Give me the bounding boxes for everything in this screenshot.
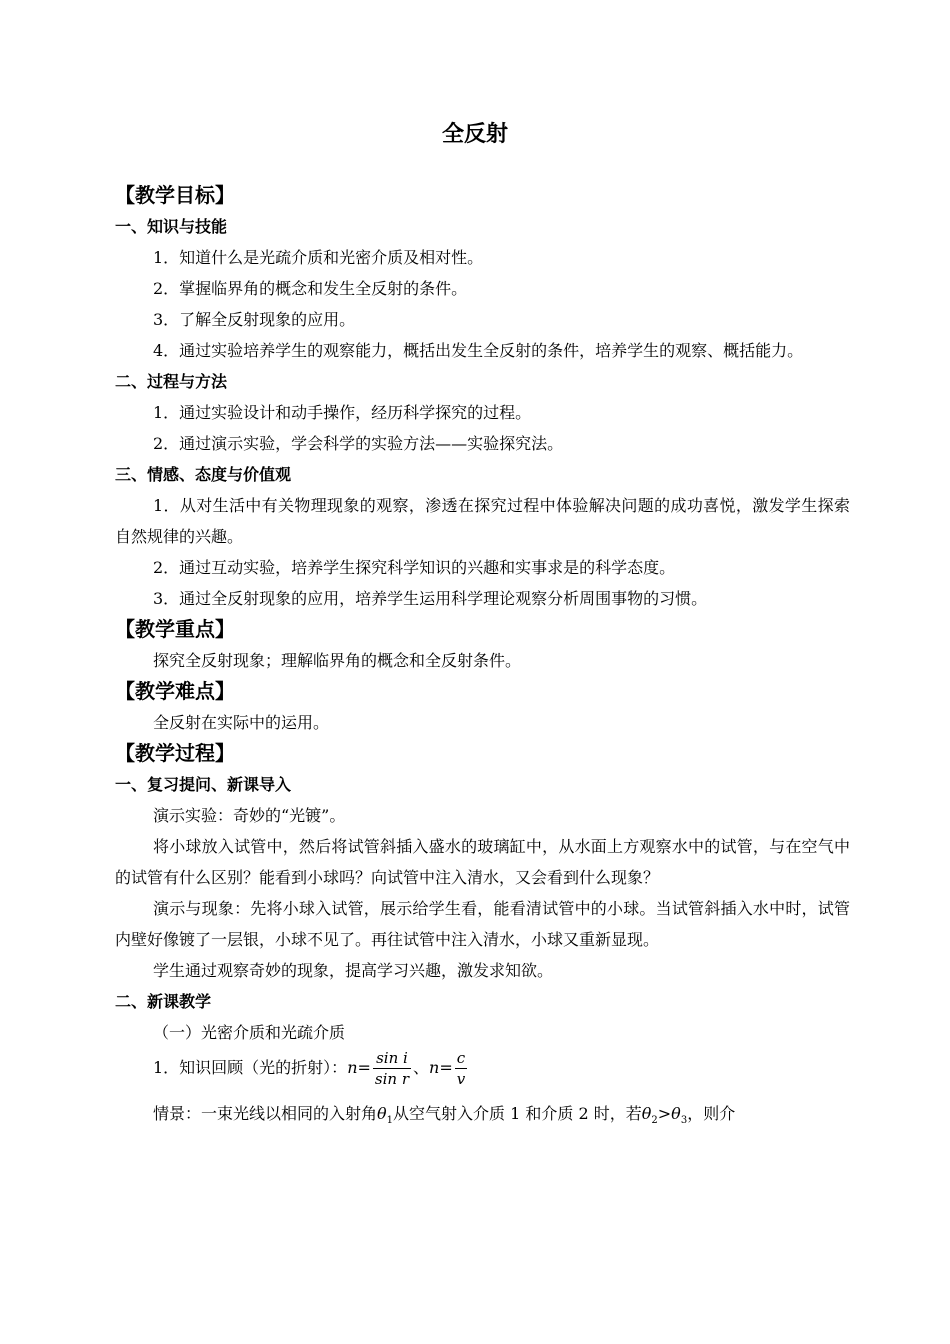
paragraph: 将小球放入试管中，然后将试管斜插入盛水的玻璃缸中，从水面上方观察水中的试管，与在空气中的试管有什么区别？能看到小球吗？向试管中注入清水，又会看到什么现象？ — [115, 837, 850, 887]
fraction-denominator: sin r — [374, 1070, 410, 1088]
formula-lhs: n= — [347, 1058, 371, 1077]
subheading-knowledge-skills: 一、知识与技能 — [115, 217, 228, 236]
difficulties-text: 全反射在实际中的运用。 — [153, 713, 330, 732]
greater-than-symbol: > — [657, 1104, 672, 1123]
theta-symbol: θ — [377, 1104, 387, 1123]
objective-item: 2．通过互动实验，培养学生探究科学知识的兴趣和实事求是的科学态度。 — [153, 558, 676, 577]
scenario-paragraph — [115, 1098, 850, 1136]
objective-item: 3．了解全反射现象的应用。 — [153, 310, 356, 329]
paragraph: 学生通过观察奇妙的现象，提高学习兴趣，激发求知欲。 — [153, 961, 554, 980]
section-heading-objectives: 【教学目标】 — [115, 183, 235, 207]
subscript: 2 — [651, 1115, 658, 1127]
text-fragment: 从空气射入介质 1 和介质 2 时，若 — [393, 1104, 642, 1123]
text-fragment: 情景：一束光线以相同的入射角 — [153, 1104, 378, 1123]
speed-ratio-fraction — [455, 1048, 467, 1089]
section-heading-process: 【教学过程】 — [115, 741, 235, 765]
section-heading-difficulties: 【教学难点】 — [115, 679, 235, 703]
objective-item: 3．通过全反射现象的应用，培养学生运用科学理论观察分析周围事物的习惯。 — [153, 589, 708, 608]
objective-item: 1．从对生活中有关物理现象的观察，渗透在探究过程中体验解决问题的成功喜悦，激发学生探索自然规律的兴趣。 — [115, 496, 850, 546]
page-title: 全反射 — [441, 122, 508, 147]
sine-ratio-fraction — [373, 1048, 411, 1089]
subscript: 1 — [386, 1115, 394, 1127]
objective-item: 1．知道什么是光疏介质和光密介质及相对性。 — [153, 248, 484, 267]
objective-item: 2．通过演示实验，学会科学的实验方法——实验探究法。 — [153, 434, 564, 453]
document-body — [115, 180, 850, 1136]
subheading-process-methods: 二、过程与方法 — [115, 372, 228, 391]
objective-item: 1．通过实验设计和动手操作，经历科学探究的过程。 — [153, 403, 532, 422]
fraction-numerator: c — [455, 1048, 467, 1069]
subheading-review-intro: 一、复习提问、新课导入 — [115, 775, 292, 794]
objective-item: 4．通过实验培养学生的观察能力，概括出发生全反射的条件，培养学生的观察、概括能力。 — [153, 341, 804, 360]
subheading-new-lesson: 二、新课教学 — [115, 992, 212, 1011]
paragraph: （一）光密介质和光疏介质 — [153, 1023, 346, 1042]
objective-item: 2．掌握临界角的概念和发生全反射的条件。 — [153, 279, 468, 298]
paragraph: 演示实验：奇妙的“光镀”。 — [153, 806, 346, 825]
formula-separator: 、 — [413, 1058, 430, 1077]
formula-lhs: n= — [429, 1058, 453, 1077]
theta-symbol: θ — [641, 1104, 652, 1123]
fraction-denominator: v — [456, 1070, 466, 1088]
text-fragment: ，则介 — [687, 1104, 736, 1123]
subscript: 3 — [680, 1115, 688, 1127]
formula-label: 1．知识回顾（光的折射）： — [153, 1058, 348, 1077]
section-heading-key-points: 【教学重点】 — [115, 617, 235, 641]
subheading-emotion-values: 三、情感、态度与价值观 — [115, 465, 292, 484]
key-points-text: 探究全反射现象；理解临界角的概念和全反射条件。 — [153, 651, 522, 670]
fraction-numerator: sin i — [373, 1048, 411, 1069]
refraction-formula-line — [115, 1048, 850, 1098]
theta-symbol: θ — [671, 1104, 681, 1123]
paragraph: 演示与现象：先将小球入试管，展示给学生看，能看清试管中的小球。当试管斜插入水中时，试管内壁好像镀了一层银，小球不见了。再往试管中注入清水，小球又重新显现。 — [115, 899, 850, 949]
